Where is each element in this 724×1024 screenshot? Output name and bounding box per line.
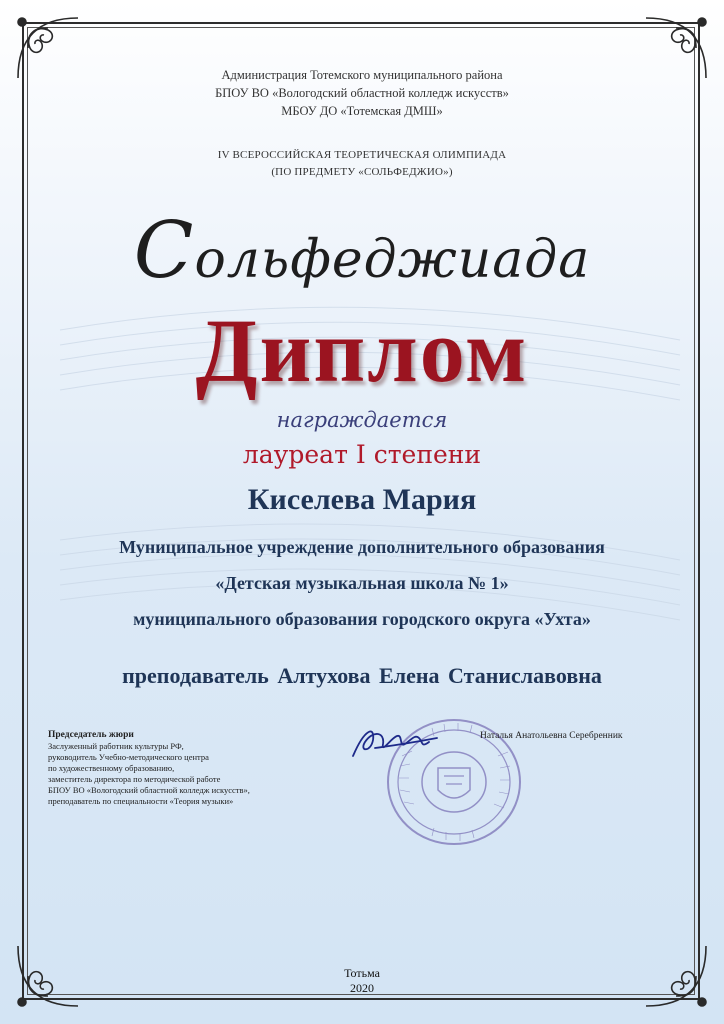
olympiad-title <box>0 147 724 181</box>
jury-detail-line: преподаватель по специальности «Теория музыки» <box>48 796 234 806</box>
jury-title: Председатель жюри <box>48 730 134 740</box>
teacher-line: преподаватель Алтухова Елена Станиславовна <box>122 663 602 688</box>
jury-detail-line: заместитель директора по методической работе <box>48 774 221 784</box>
year: 2020 <box>350 981 374 995</box>
document-title: Диплом <box>195 302 529 401</box>
signature-icon <box>345 718 445 768</box>
place-and-year <box>0 966 724 996</box>
jury-chair-block <box>48 730 308 807</box>
organizer-line: БПОУ ВО «Вологодский областной колледж искусств» <box>215 86 509 100</box>
institution-line: Муниципальное учреждение дополнительного образования <box>119 537 605 557</box>
jury-detail-line: Заслуженный работник культуры РФ, <box>48 741 184 751</box>
brand-first-letter: С <box>133 206 195 296</box>
olympiad-line: (ПО ПРЕДМЕТУ «СОЛЬФЕДЖИО») <box>271 166 453 178</box>
brand-rest: ольфеджиада <box>194 230 591 290</box>
jury-detail-line: по художественному образованию, <box>48 763 175 773</box>
place: Тотьма <box>344 966 380 980</box>
organizer-line: МБОУ ДО «Тотемская ДМШ» <box>281 104 443 118</box>
awarded-text: награждается <box>276 408 448 432</box>
olympiad-line: IV ВСЕРОССИЙСКАЯ ТЕОРЕТИЧЕСКАЯ ОЛИМПИАДА <box>217 149 507 161</box>
brand-title <box>0 206 724 296</box>
institution-line: муниципального образования городского округа «Ухта» <box>133 609 591 629</box>
organizer-line: Администрация Тотемского муниципального района <box>221 68 503 82</box>
jury-detail-line: БПОУ ВО «Вологодский областной колледж искусств», <box>48 785 250 795</box>
organizers-block <box>0 66 724 120</box>
recipient-name: Киселева Мария <box>247 483 477 516</box>
institution-line: «Детская музыкальная школа № 1» <box>215 573 509 593</box>
jury-chair-name: Наталья Анатольевна Серебренник <box>480 731 623 741</box>
jury-detail-line: руководитель Учебно-методического центра <box>48 752 209 762</box>
award-level: лауреат I степени <box>242 440 482 469</box>
